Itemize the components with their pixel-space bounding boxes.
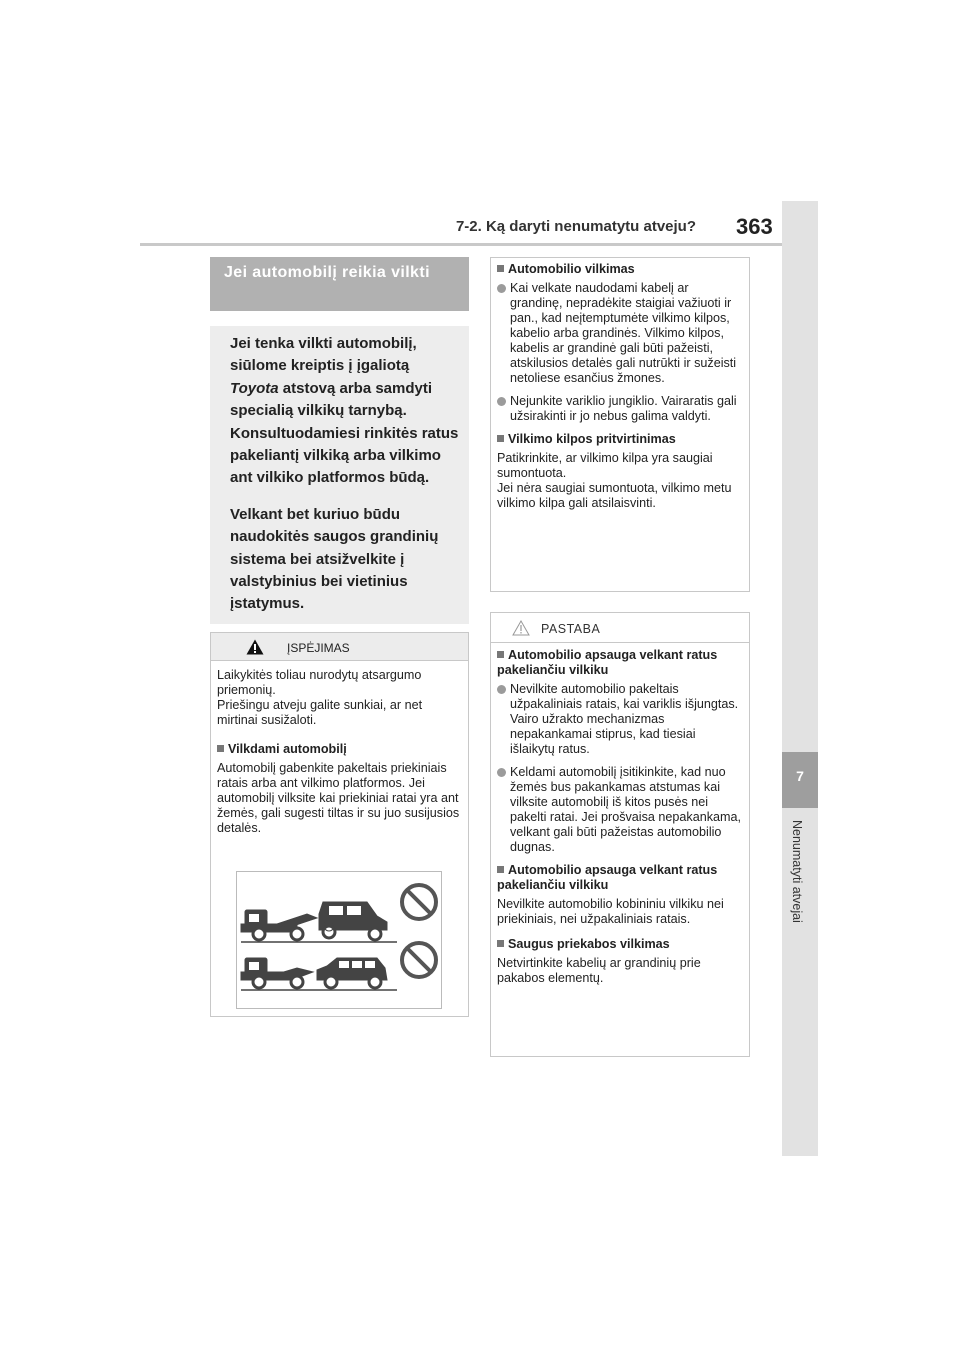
chapter-label [786,820,814,960]
section-title: 7-2. Ką daryti nenumatytu atveju? [455,218,696,235]
warning-subheading-text: Vilkdami automobilį [228,742,347,756]
chapter-tab-strip [782,201,818,1156]
square-bullet-icon [497,651,504,658]
towing-text-2b: Jei nėra saugiai sumontuota, vilkimo metu vilkimo kilpa gali atsilaisvinti. [497,481,732,510]
square-bullet-icon [217,745,224,752]
note-heading-1 [497,648,743,678]
note-text-2: Nevilkite automobilio kobininiu vilkiku nei priekiniais, nei užpakaliniais ratais. [497,897,724,926]
square-bullet-icon [497,265,504,272]
chapter-number: 7 [796,768,804,784]
intro-panel [210,326,469,624]
note-bullet-1-text: Nevilkite automobilio pakeltais užpakaliniais ratais, kai variklis išjungtas. Vairo užrakto mechanizmas nepakankamai stiprus, kad tiesiai išlaikytų ratus. [510,682,739,756]
intro-paragraph-1 [230,333,459,490]
note-header [491,613,749,643]
warning-header [211,633,468,661]
page-number: 363 [736,214,773,239]
chapter-label-text: Nenumatyti atvejai [790,820,804,923]
warning-text-1: Laikykitės toliau nurodytų atsargumo priemonių. [217,668,422,697]
round-bullet-icon [497,397,506,406]
note-bullet-1 [497,682,743,757]
header-rule [140,243,782,246]
note-content [497,648,743,986]
brand-name: Toyota [230,379,279,397]
towing-heading-1-text: Automobilio vilkimas [508,262,635,276]
square-bullet-icon [497,866,504,873]
warning-text-3: Automobilį gabenkite pakeltais priekiniais ratais arba ant vilkimo platformos. Jei automobilį vilksite kai priekiniai ratai yra ant žemės, gali sugesti tiltas ir su juo susijusios detalės. [217,761,460,835]
intro-text-b: atstovą arba samdyti specialią vilkikų tarnybą. Konsultuodamiesi rinkitės ratus pakeliantį vilkiką arba vilkimo ant vilkiko platformos būdą. [230,379,459,487]
towing-bullet-2-text: Nejunkite variklio jungiklio. Vairaratis gali užsirakinti ir jo nebus galima valdyti. [510,394,737,423]
note-heading-3-text: Saugus priekabos vilkimas [508,937,670,951]
round-bullet-icon [497,768,506,777]
towing-text-2a: Patikrinkite, ar vilkimo kilpa yra saugiai sumontuota. [497,451,713,480]
towing-box [490,257,750,592]
warning-subheading [217,742,462,757]
section-heading-text: Jei automobilį reikia vilkti [224,264,430,281]
note-heading-2 [497,863,743,893]
warning-title: ĮSPĖJIMAS [287,641,350,655]
section-heading [210,257,469,311]
square-bullet-icon [497,435,504,442]
note-heading-1-text: Automobilio apsauga velkant ratus pakeliančiu vilkiku [497,648,718,677]
intro-paragraph-2: Velkant bet kuriuo būdu naudokitės saugos grandinių sistema bei atsižvelkite į valstybinius bei vietinius įstatymus. [230,505,439,613]
towing-heading-2 [497,432,743,447]
towing-bullet-1 [497,281,743,386]
tow-truck-icon [237,872,441,1008]
warning-content [217,668,462,836]
note-text-3: Netvirtinkite kabelių ar grandinių prie pakabos elementų. [497,956,701,985]
note-heading-2-text: Automobilio apsauga velkant ratus pakeliančiu vilkiku [497,863,718,892]
note-heading-3 [497,937,743,952]
towing-heading-1 [497,262,743,277]
square-bullet-icon [497,940,504,947]
towing-illustration [236,871,442,1009]
round-bullet-icon [497,685,506,694]
round-bullet-icon [497,284,506,293]
towing-content [497,262,743,511]
note-box [490,612,750,1057]
towing-bullet-2 [497,394,743,424]
note-title: PASTABA [541,622,601,636]
warning-text-2: Priešingu atveju galite sunkiai, ar net mirtinai susižaloti. [217,698,423,727]
warning-triangle-icon [246,639,264,655]
note-bullet-2 [497,765,743,855]
towing-heading-2-text: Vilkimo kilpos pritvirtinimas [508,432,676,446]
warning-box [210,632,469,1017]
caution-triangle-icon [512,620,530,636]
note-bullet-2-text: Keldami automobilį įsitikinkite, kad nuo žemės bus pakankamas atstumas kai vilksite automobilį iš kitos pusės nei pakelti ratai. Jei prošvaisa nepakankama, velkant gali būti pažeistas automobilio dugnas. [510,765,742,854]
intro-text-a: Jei tenka vilkti automobilį, siūlome kreiptis į įgaliotą [230,335,417,375]
towing-bullet-1-text: Kai velkate naudodami kabelį ar grandinę, nepradėkite staigiai važiuoti ir pan., kad neįtemptumėte vilkimo kilpos, kabelio arba grandinės. Vilkimo kilpos, kabelis ar grandinė gali būti pažeisti, atskilusios detalės gali nutrūkti ir sužeisti netoliese esančius žmones. [510,281,737,385]
